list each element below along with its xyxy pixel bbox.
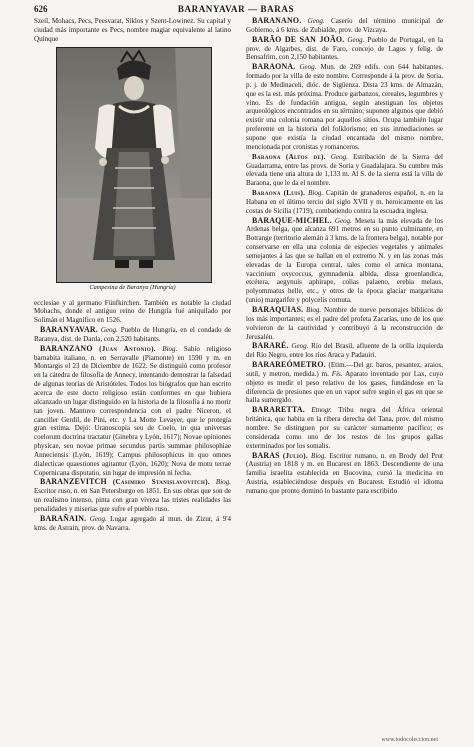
entry — [246, 217, 443, 305]
entry-label: Biog. — [162, 344, 178, 353]
page-header — [34, 4, 438, 16]
entry-text: Meseta la más elevada de los Ardenas belga, que alcanza 691 metros en su punto culminante, en Botrange (territorio alemán á 3 kms. de la frontera belga), notable por conservarse en ella una colonia de especies vegetales y animales semejantes á las que se hallan en el extremo N. y en las zonas más elevadas de la Europa central, tales como el arnica montana, vaccinium oxycoccus, gymnadenia albida, dissa groenlandica, etcétera, aegynuis aphirape, colias palaeno, erebia melaus, polyommatus helle, etc., y otros de la época glaciar margaritana (unio) margarifer y polycelis cornuta. — [246, 216, 443, 305]
entry-headword: BARARETTA. — [252, 405, 305, 415]
entry — [246, 306, 443, 341]
entry — [246, 153, 443, 188]
entry-text: Río del Brasil, afluente de la orilla izquierda del Río Negro, entre los ríos Araca y Padauiri. — [246, 342, 443, 360]
entry-label: Geog. — [330, 152, 348, 161]
running-title: BARANYAVAR — BARAS — [177, 4, 295, 14]
entry-headword: BARAONA. — [252, 62, 296, 72]
entry-headword: BARANYAVAR. — [40, 325, 98, 335]
entry-headword: BARANZEVITCH — [40, 477, 107, 487]
entry-label: Biog. — [215, 478, 231, 487]
intro-paragraph: Szeil, Mohacs, Pecs, Peesvarat, Siklos y Szent-Lowinez. Su capital y ciudad más importante es Pecs, nombre magiar equivalente al latino Quinque — [34, 17, 231, 43]
entry-headword: BARAÑAIN. — [40, 513, 87, 523]
entry-label: Biog. — [308, 189, 324, 198]
entry-headword: BARÃO DE SAN JOÃO. — [252, 34, 345, 44]
entry — [246, 406, 443, 450]
entry-label: Geog. — [89, 514, 107, 523]
entry-text: Capitán de granaderos español, n. en la Habana en el último tercio del siglo XVII y m. heroicamente en las costas de Sicilia (1719), combatiendo contra la escuadra inglesa. — [246, 189, 443, 215]
entry — [246, 452, 443, 496]
entry-label: Fís. — [331, 369, 343, 378]
entry-subhead: (Altos de). — [285, 152, 326, 161]
entry-label: Geog. — [334, 216, 352, 225]
entry-label: Geog. — [347, 35, 365, 44]
entry-label: Geog. — [100, 326, 118, 335]
entry-headword: Baraona — [252, 152, 281, 161]
right-column — [246, 17, 443, 725]
entry-text: Pueblo de Portugal, en la prov. de Algarbes, dist. de Faro, concejo de Lagos y felig. de Bensafrim, con 2,150 habitantes. — [246, 35, 443, 62]
entry — [246, 361, 443, 405]
entry — [34, 345, 231, 478]
page-number: 626 — [34, 4, 48, 14]
entry-text: Tribu negra del África oriental británica, que habita en la ribera derecha del Tana, prov. del mismo nombre. Se distinguen por su carácter sumamente pacífico; es considerada como uno de los restos de los grupos gallas exterminados por los somalis. — [246, 406, 443, 450]
entry — [246, 189, 443, 216]
figure-photo — [56, 47, 212, 283]
entry — [246, 63, 443, 151]
entry-text: Caserío del término municipal de Gobierno, á 6 kms. de Zubialde, prov. de Vizcaya. — [246, 17, 443, 34]
entry-headword: BARAÑANO. — [252, 17, 302, 25]
entry-headword: Baraona — [252, 189, 281, 198]
entry — [34, 478, 231, 513]
after-figure-paragraph: ecclesiae y al germano Fünfkirchen. También es notable la ciudad Mohachs, donde el antiguo reino de Hungría fué aniquilado por Solimán el Magnífico en 1526. — [34, 298, 231, 325]
entry-subhead: (Casimiro Stanislavovitch). — [112, 478, 210, 487]
entry-headword: BARAREÓMETRO. — [252, 360, 326, 370]
left-column — [34, 17, 231, 725]
entry-label: Geog. — [291, 342, 309, 351]
entry-subhead: (Juan Antonio). — [99, 344, 156, 353]
entry-headword: BARAQUIAS. — [252, 305, 304, 314]
figure-caption: Campesina de Baranya (Hungría) — [89, 283, 176, 291]
entry-label: Biog. — [311, 451, 327, 460]
entry-text: Nombre de nueve personajes bíblicos de los más importantes; es el padre del profeta Zacarías, uno de los que volvieron de la cautividad y contribuyó á la reconstrucción de Jerusalén. — [246, 306, 443, 341]
entry — [246, 17, 443, 35]
entry-label: Biog. — [306, 306, 322, 314]
entry — [246, 36, 443, 63]
entry-label: Geog. — [307, 17, 325, 25]
watermark-credit: www.todocoleccion.net — [381, 737, 438, 743]
entry-etymology: (Etim.—Del gr. baros, pesantez, araios, sutil, y metron, medida.) m. — [246, 361, 443, 378]
entry-headword: BARAQUE-MICHEL. — [252, 215, 332, 225]
entry-text: Estribación de la Sierra del Guadarrama, entre las provs. de Soria y Guadalajara. Su cumbre más elevada tiene una altura de 1,133 m. Al S. de la sierra está la villa de Baraona, que le da el nombre. — [246, 152, 443, 188]
entry-headword: BARANZANO — [40, 343, 93, 353]
entry-text: Escritor rumano, n. en Brody del Prut (Austria) en 1818 y m. en Bucarest en 1863. Descendiente de una familia israelita establecida en Bucovina, cursó la medicina en Austria, estableciéndose después en Bucarest. Estudió el idioma rumano que pronto dominó lo bastante para escribirlo — [246, 451, 443, 495]
entry — [246, 342, 443, 360]
peasant-woman-illustration — [57, 48, 211, 282]
entry — [34, 326, 231, 344]
entry — [34, 515, 231, 533]
entry-text: Mun. de 269 edifs. con 644 habitantes, formado por la villa de este nombre. Corresponde á la prov. de Soria, p. j. de Medinaceli, dióc. de Sigüenza. Dista 23 kms. de Almazán, que es la est. más próxima. Produce garbanzos, cereales, legumbres y vino. Es de fundación antigua, según atestiguan los objetos arqueológicos encontrados en su término; suponen algunos que debió existir una colonia romana por aquellos sitios. Ocupa también lugar preferente en la historia del folklorismo; en sus inmediaciones se supone que existía la ciudad encantada del mismo nombre, mencionada por cronistas y romanceros. — [246, 63, 443, 151]
entry-subhead: (Julio). — [282, 451, 308, 460]
entry-label: Etnogr. — [311, 406, 332, 415]
entry-headword: BARAS — [252, 450, 280, 460]
entry-text: Escritor ruso, n. en San Petersburgo en 1851. En sus obras que son de un realismo intenso, pinta con gran viveza las tristes realidades las penalidades y miserias que sufre el pueblo ruso. — [34, 487, 231, 513]
entry-text: Aparato inventado por Lax, cuyo objeto es medir el peso relativo de los gases, fundándose en la diferencia de presiones que en un vapor sufre según el gas en que se halla sumergido. — [246, 369, 443, 405]
entry-text: Lugar agregado al mun. de Zizur, á 9'4 kms. de Astrain, prov. de Navarra. — [34, 514, 231, 532]
entry-subhead: (Luis). — [283, 189, 306, 198]
entry-label: Geog. — [299, 63, 317, 72]
entry-text: Pueblo de Hungría, en el condado de Baranya, dist. de Darda, con 2,520 habitants. — [34, 326, 231, 343]
entry-headword: BARARÉ. — [252, 341, 289, 351]
figure — [34, 47, 231, 295]
entry-text: Sabio religioso barnabita italiano, n. en Serravalle (Piamonte) en 1590 y m. en Montargis el 23 de Diciembre de 1622. Se distinguió como profesor en la cátedra de filosofía de Annecy, intentando demostrar la falsedad de algunas teorías de Aristóteles. Todos los biógrafos que han escrito acerca de este docto religioso están conformes en que hubiera alcanzado un lugar distinguido en la historia de la filosofía á no morir tan joven. Mantuvo correspondencia con el padre Niceron, el canciller Gerdil, de Pini, etc. y La Motte Levayer, que le protegía gran estima. Dejó: Uranoscopia seu de Coelo, in qua universas coelorum doctrina tractatur (Ginebra y Lyón, 1617); Novae opiniones physicae, seu novae primae secundus partis summae philosophiae Anneciensis (Lyón, 1619); Campus philosophicus in quo omnes dialecticae quaestiones agitantur (Lyón, 1620); Nova de motu terrae Copernicana disputatio, sin lugar de impresión ni fecha. — [34, 344, 231, 477]
